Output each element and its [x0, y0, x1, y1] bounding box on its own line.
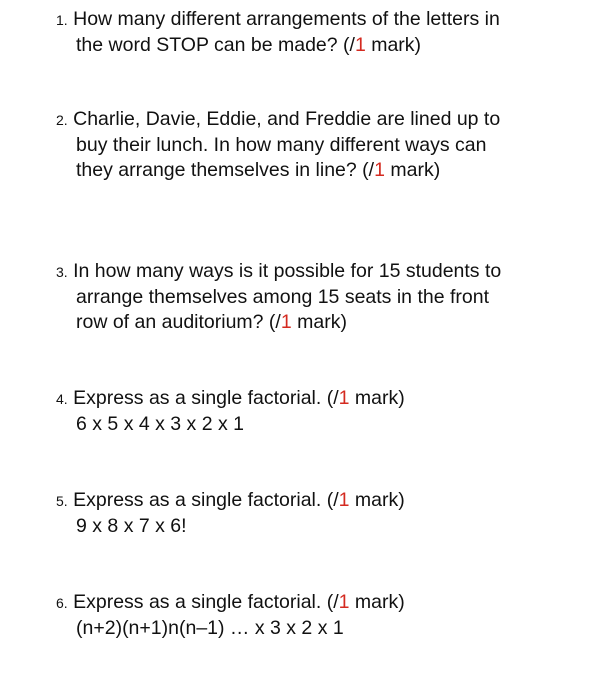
question-3-line-1	[56, 259, 576, 285]
question-5-text-1: Express as a single factorial. (/	[73, 489, 339, 511]
question-3-number: 3.	[56, 264, 68, 280]
question-1-text-1: How many different arrangements of the letters in	[73, 8, 500, 30]
question-2-text-3: they arrange themselves in line? (/	[76, 159, 375, 181]
question-6-number: 6.	[56, 595, 68, 611]
question-2	[56, 107, 576, 183]
question-2-line-2	[56, 133, 576, 158]
question-3	[56, 259, 576, 335]
question-6	[56, 590, 576, 641]
question-4-expression: 6 x 5 x 4 x 3 x 2 x 1	[76, 413, 244, 435]
question-2-number: 2.	[56, 112, 68, 128]
question-6-mark-suffix: mark)	[349, 591, 405, 613]
question-4-mark-value: 1	[338, 387, 350, 409]
question-3-line-3	[56, 310, 576, 335]
question-4-text-1: Express as a single factorial. (/	[73, 387, 339, 409]
question-4	[56, 386, 576, 437]
question-1-line-2	[56, 33, 576, 58]
question-3-text-1: In how many ways is it possible for 15 students to	[73, 260, 502, 282]
question-5-expression: 9 x 8 x 7 x 6!	[76, 515, 187, 537]
question-6-expression: (n+2)(n+1)n(n–1) … x 3 x 2 x 1	[76, 617, 344, 639]
question-3-text-2: arrange themselves among 15 seats in the front	[76, 286, 489, 308]
question-2-line-1	[56, 107, 576, 133]
question-1-line-1	[56, 7, 576, 33]
question-5-mark-suffix: mark)	[349, 489, 405, 511]
question-1-mark-value: 1	[354, 34, 366, 56]
question-2-mark-suffix: mark)	[384, 159, 441, 181]
question-6-text-1: Express as a single factorial. (/	[73, 591, 339, 613]
question-5-line-1	[56, 488, 576, 514]
question-5-mark-value: 1	[338, 489, 350, 511]
question-3-mark-value: 1	[280, 311, 292, 333]
question-6-mark-value: 1	[338, 591, 350, 613]
question-1	[56, 7, 576, 58]
question-4-number: 4.	[56, 391, 68, 407]
question-1-text-2: the word STOP can be made? (/	[76, 34, 355, 56]
question-2-mark-value: 1	[374, 159, 385, 181]
question-1-number: 1.	[56, 12, 68, 28]
question-5-number: 5.	[56, 493, 68, 509]
question-3-mark-suffix: mark)	[291, 311, 347, 333]
question-4-line-1	[56, 386, 576, 412]
question-1-mark-suffix: mark)	[365, 34, 422, 56]
question-3-line-2	[56, 285, 576, 310]
question-2-text-2: buy their lunch. In how many different ways can	[76, 134, 487, 156]
question-4-mark-suffix: mark)	[349, 387, 405, 409]
question-5	[56, 488, 576, 539]
question-6-line-1	[56, 590, 576, 616]
question-2-text-1: Charlie, Davie, Eddie, and Freddie are lined up to	[73, 108, 501, 130]
question-3-text-3: row of an auditorium? (/	[76, 311, 281, 333]
question-2-line-3	[56, 158, 576, 183]
